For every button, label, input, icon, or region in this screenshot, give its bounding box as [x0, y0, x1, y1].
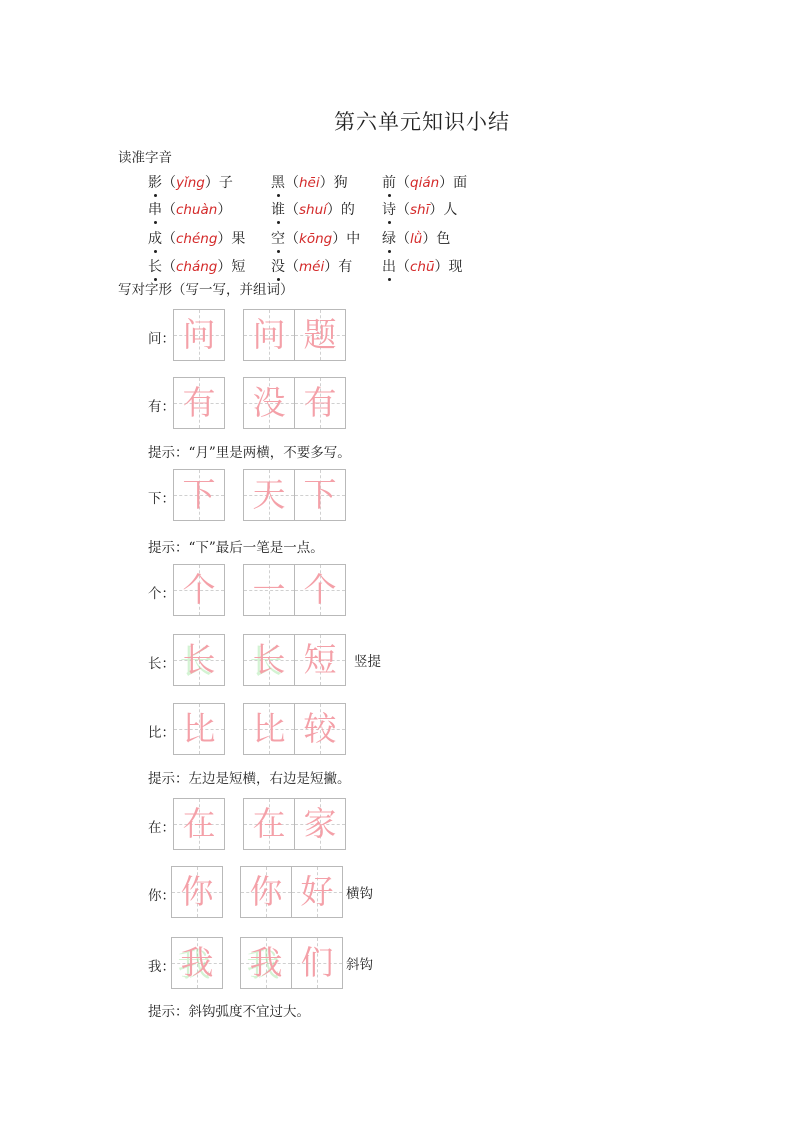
trace-character: 问 [252, 315, 286, 354]
tian-grid-cell [244, 635, 294, 685]
trace-character: 你 [180, 872, 214, 911]
word-grid [243, 469, 346, 521]
paren-close: ） [434, 259, 449, 275]
tip-text: 提示：“月”里是两横，不要多写。 [148, 445, 351, 461]
word-grid [240, 937, 343, 989]
dotted-char: 前 [382, 172, 396, 192]
character-row [148, 309, 408, 361]
tian-grid-cell [244, 310, 294, 360]
word-grid [243, 634, 346, 686]
dotted-char: 空 [271, 228, 285, 248]
pinyin-text: yǐng [176, 175, 205, 191]
trace-character: 较 [303, 709, 337, 748]
tian-grid-cell [174, 310, 224, 360]
stroke-note: 竖提 [354, 654, 381, 670]
tian-grid-cell [174, 635, 224, 685]
paren-close: ） [217, 202, 232, 218]
tian-grid-cell [291, 938, 342, 988]
paren-open: （ [162, 202, 176, 218]
paren-close: ） [326, 202, 341, 218]
character-label: 有： [148, 399, 175, 415]
word-suffix: 中 [346, 231, 361, 247]
trace-character: 们 [300, 943, 334, 982]
trace-character: 短 [303, 640, 337, 679]
stroke-note: 横钩 [346, 886, 373, 902]
pinyin-item [148, 172, 233, 192]
pinyin-item [271, 228, 360, 248]
tian-grid-cell [244, 565, 294, 615]
single-char-grid [171, 937, 223, 989]
word-suffix: 狗 [333, 175, 348, 191]
paren-open: （ [162, 175, 176, 191]
tian-grid-cell [294, 310, 345, 360]
paren-close: ） [324, 259, 339, 275]
paren-open: （ [285, 175, 299, 191]
tian-grid-cell [172, 867, 222, 917]
paren-open: （ [396, 259, 410, 275]
dotted-char: 影 [148, 172, 162, 192]
single-char-grid [173, 377, 225, 429]
single-char-grid [173, 634, 225, 686]
paren-close: ） [217, 231, 232, 247]
character-label: 在： [148, 820, 175, 836]
trace-character: 题 [303, 315, 337, 354]
character-row [148, 798, 408, 850]
section-pronunciation-heading: 读准字音 [118, 150, 172, 166]
paren-open: （ [162, 259, 176, 275]
trace-character: 下 [303, 475, 337, 514]
single-char-grid [173, 703, 225, 755]
character-label: 我： [148, 959, 175, 975]
character-label: 个： [148, 586, 175, 602]
trace-character: 问 [182, 315, 216, 354]
word-suffix: 色 [436, 231, 451, 247]
paren-open: （ [285, 231, 299, 247]
tian-grid-cell [294, 704, 345, 754]
character-row [148, 866, 408, 918]
trace-character: 好 [300, 872, 334, 911]
character-label: 长： [148, 656, 175, 672]
pinyin-item [382, 228, 450, 248]
pinyin-item [382, 256, 463, 276]
pinyin-text: kōng [299, 231, 333, 247]
tip-text: 提示：左边是短横，右边是短撇。 [148, 771, 351, 787]
trace-character: 个 [303, 570, 337, 609]
tian-grid-cell [294, 635, 345, 685]
trace-character: 没 [252, 383, 286, 422]
tian-grid-cell [241, 867, 291, 917]
character-row [148, 937, 408, 989]
paren-close: ） [429, 202, 444, 218]
trace-character: 长 [252, 640, 286, 679]
paren-open: （ [285, 259, 299, 275]
word-suffix: 短 [231, 259, 246, 275]
character-label: 比： [148, 725, 175, 741]
pinyin-text: qián [410, 175, 440, 191]
trace-character: 家 [303, 804, 337, 843]
trace-character: 你 [249, 872, 283, 911]
paren-close: ） [319, 175, 334, 191]
paren-open: （ [396, 231, 410, 247]
tian-grid-cell [174, 799, 224, 849]
tian-grid-cell [241, 938, 291, 988]
trace-character: 比 [182, 709, 216, 748]
paren-close: ） [217, 259, 232, 275]
pinyin-text: cháng [176, 259, 218, 275]
single-char-grid [173, 798, 225, 850]
character-row [148, 469, 408, 521]
word-suffix: 人 [443, 202, 458, 218]
dotted-char: 长 [148, 256, 162, 276]
dotted-char: 黑 [271, 172, 285, 192]
page-title: 第六单元知识小结 [334, 110, 510, 134]
word-grid [243, 309, 346, 361]
trace-character: 我 [180, 943, 214, 982]
word-suffix: 有 [338, 259, 353, 275]
tian-grid-cell [244, 378, 294, 428]
tian-grid-cell [174, 704, 224, 754]
word-grid [243, 564, 346, 616]
paren-open: （ [285, 202, 299, 218]
pinyin-text: chuàn [176, 202, 218, 218]
pinyin-text: hēi [299, 175, 320, 191]
tian-grid-cell [291, 867, 342, 917]
single-char-grid [173, 564, 225, 616]
trace-character: 一 [252, 570, 286, 609]
tian-grid-cell [294, 470, 345, 520]
tian-grid-cell [174, 378, 224, 428]
pinyin-item [148, 256, 245, 276]
paren-open: （ [396, 202, 410, 218]
trace-character: 在 [252, 804, 286, 843]
dotted-char: 成 [148, 228, 162, 248]
trace-character: 个 [182, 570, 216, 609]
dotted-char: 绿 [382, 228, 396, 248]
tian-grid-cell [294, 378, 345, 428]
pinyin-item [148, 228, 245, 248]
tian-grid-cell [244, 704, 294, 754]
trace-character: 比 [252, 709, 286, 748]
pinyin-text: méi [299, 259, 325, 275]
pinyin-item [271, 256, 352, 276]
tian-grid-cell [172, 938, 222, 988]
character-row [148, 703, 408, 755]
pinyin-item [271, 199, 355, 219]
trace-character: 有 [303, 383, 337, 422]
trace-character: 有 [182, 383, 216, 422]
paren-close: ） [332, 231, 347, 247]
character-label: 你： [148, 888, 175, 904]
pinyin-item [382, 199, 457, 219]
character-row [148, 634, 408, 686]
trace-character: 长 [182, 640, 216, 679]
tian-grid-cell [244, 470, 294, 520]
pinyin-text: lǜ [410, 231, 423, 247]
character-label: 下： [148, 491, 175, 507]
tian-grid-cell [294, 565, 345, 615]
paren-close: ） [422, 231, 437, 247]
paren-close: ） [204, 175, 219, 191]
dotted-char: 串 [148, 199, 162, 219]
trace-character: 我 [249, 943, 283, 982]
single-char-grid [173, 309, 225, 361]
word-suffix: 面 [453, 175, 468, 191]
trace-character: 天 [252, 475, 286, 514]
trace-character: 下 [182, 475, 216, 514]
dotted-char: 没 [271, 256, 285, 276]
pinyin-text: shuí [299, 202, 327, 218]
pinyin-item [271, 172, 348, 192]
tian-grid-cell [244, 799, 294, 849]
single-char-grid [171, 866, 223, 918]
word-grid [240, 866, 343, 918]
word-suffix: 现 [448, 259, 463, 275]
pinyin-item [382, 172, 467, 192]
paren-open: （ [396, 175, 410, 191]
dotted-char: 诗 [382, 199, 396, 219]
word-suffix: 果 [231, 231, 246, 247]
word-suffix: 的 [340, 202, 355, 218]
tian-grid-cell [174, 565, 224, 615]
trace-character: 在 [182, 804, 216, 843]
tip-text: 提示：“下”最后一笔是一点。 [148, 540, 324, 556]
tian-grid-cell [174, 470, 224, 520]
word-grid [243, 703, 346, 755]
section-writing-heading: 写对字形（写一写，并组词） [118, 282, 294, 298]
character-row [148, 564, 408, 616]
word-suffix: 子 [218, 175, 233, 191]
single-char-grid [173, 469, 225, 521]
tian-grid-cell [294, 799, 345, 849]
character-row [148, 377, 408, 429]
paren-open: （ [162, 231, 176, 247]
word-grid [243, 798, 346, 850]
pinyin-text: chū [410, 259, 435, 275]
pinyin-text: chéng [176, 231, 218, 247]
pinyin-text: shī [410, 202, 430, 218]
pinyin-item [148, 199, 231, 219]
character-label: 问： [148, 331, 175, 347]
word-grid [243, 377, 346, 429]
dotted-char: 出 [382, 256, 396, 276]
stroke-note: 斜钩 [346, 957, 373, 973]
dotted-char: 谁 [271, 199, 285, 219]
tip-text: 提示：斜钩弧度不宜过大。 [148, 1004, 310, 1020]
paren-close: ） [439, 175, 454, 191]
